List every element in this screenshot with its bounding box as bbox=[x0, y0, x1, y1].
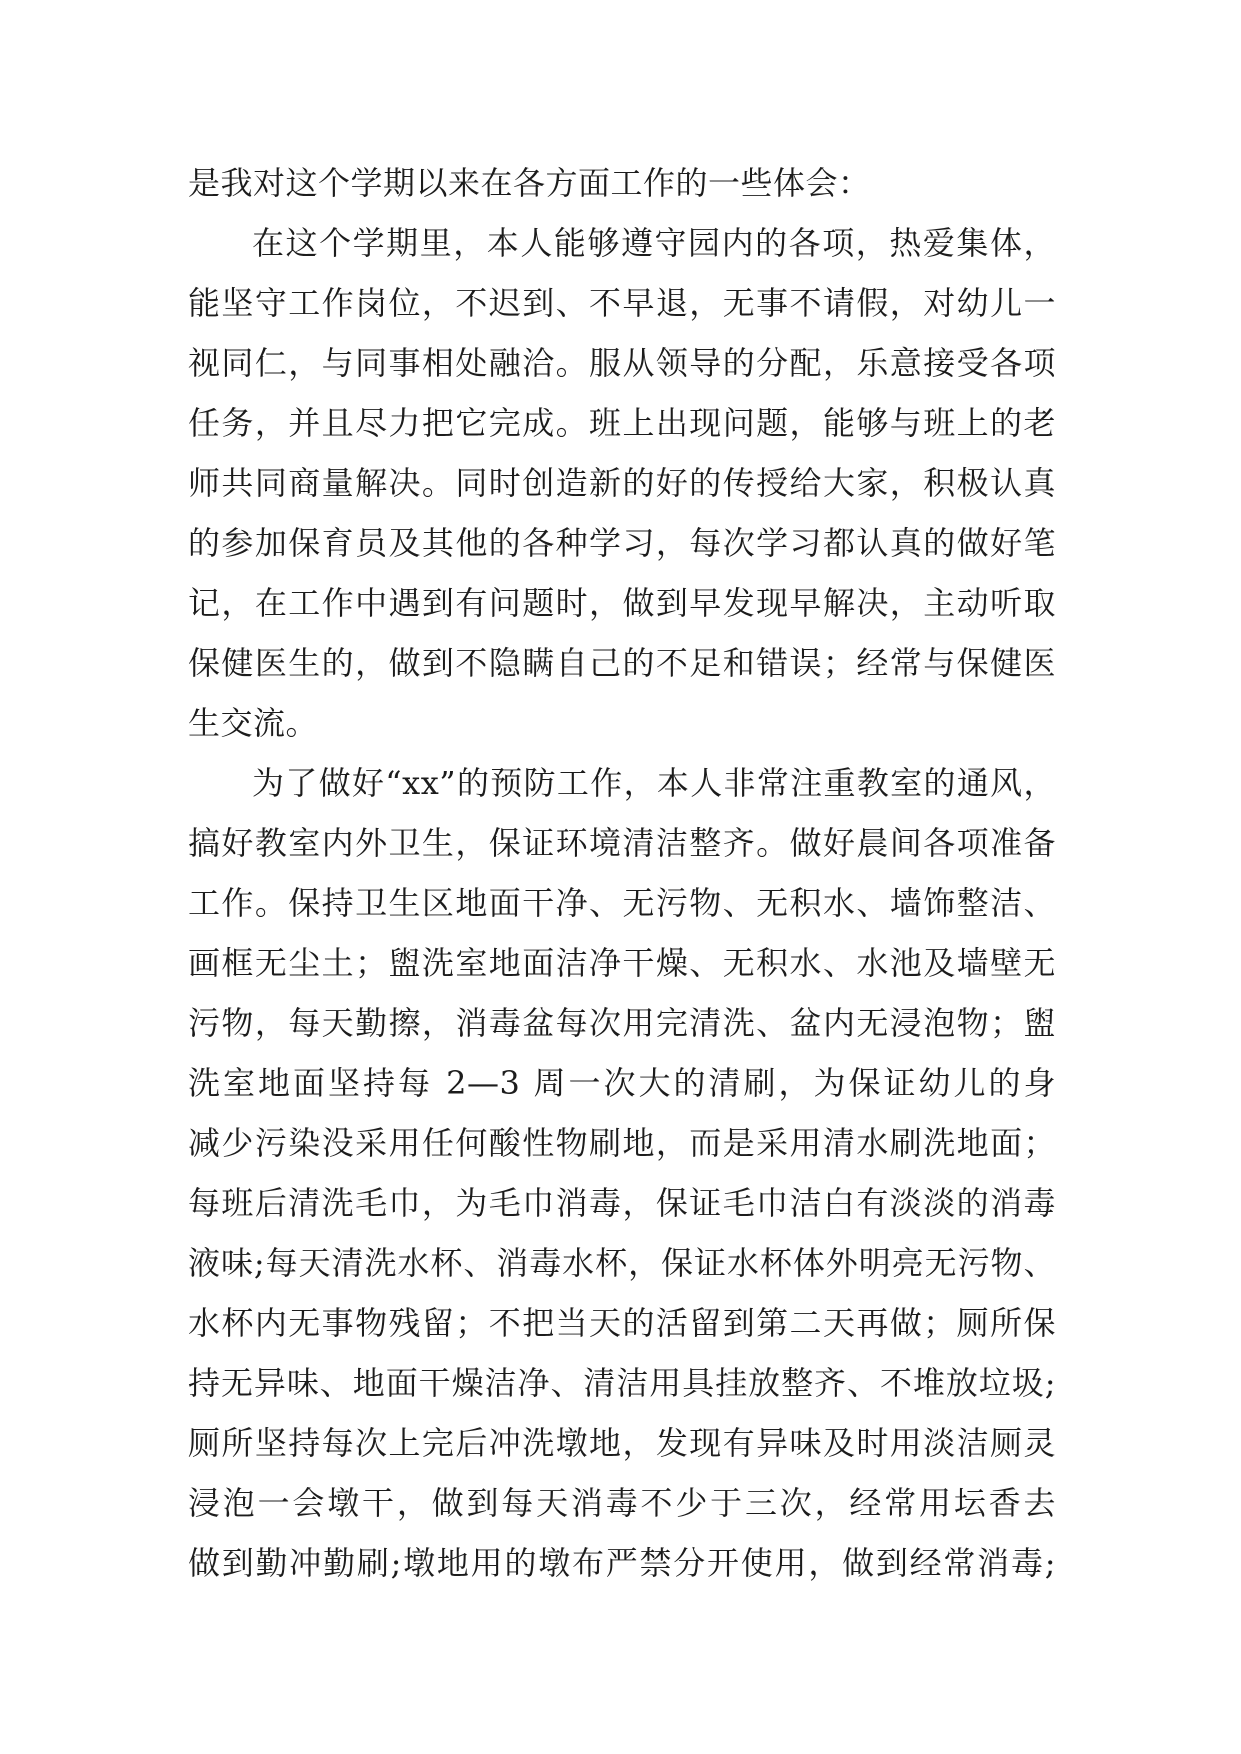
text-line: 减少污染没采用任何酸性物刷地，而是采用清水刷洗地面； bbox=[188, 1124, 1056, 1162]
text-line: 搞好教室内外卫生，保证环境清洁整齐。做好晨间各项准备 bbox=[188, 824, 1056, 862]
text-line: 持无异味、地面干燥洁净、清洁用具挂放整齐、不堆放垃圾; bbox=[188, 1364, 1056, 1402]
text-line: 是我对这个学期以来在各方面工作的一些体会： bbox=[188, 164, 871, 202]
text-line: 污物，每天勤擦，消毒盆每次用完清洗、盆内无浸泡物；盥 bbox=[188, 1004, 1056, 1042]
text-line: 生交流。 bbox=[188, 704, 319, 742]
text-line: 为了做好“xx”的预防工作，本人非常注重教室的通风， bbox=[252, 764, 1056, 802]
document-body bbox=[188, 153, 1056, 1593]
text-line: 任务，并且尽力把它完成。班上出现问题，能够与班上的老 bbox=[188, 404, 1056, 442]
paragraph-hygiene bbox=[188, 753, 1056, 1593]
text-line: 工作。保持卫生区地面干净、无污物、无积水、墙饰整洁、 bbox=[188, 884, 1056, 922]
text-line: 洗室地面坚持每 2—3 周一次大的清刷，为保证幼儿的身 bbox=[188, 1064, 1056, 1102]
text-line: 画框无尘土；盥洗室地面洁净干燥、无积水、水池及墙壁无 bbox=[188, 944, 1056, 982]
text-line: 做到勤冲勤刷;墩地用的墩布严禁分开使用，做到经常消毒; bbox=[188, 1544, 1056, 1582]
text-line: 液味;每天清洗水杯、消毒水杯，保证水杯体外明亮无污物、 bbox=[188, 1244, 1056, 1282]
paragraph-continued bbox=[188, 153, 1056, 213]
text-line: 能坚守工作岗位，不迟到、不早退，无事不请假，对幼儿一 bbox=[188, 284, 1056, 322]
text-line: 水杯内无事物残留；不把当天的活留到第二天再做；厕所保 bbox=[188, 1304, 1056, 1342]
text-line: 每班后清洗毛巾，为毛巾消毒，保证毛巾洁白有淡淡的消毒 bbox=[188, 1184, 1056, 1222]
text-line: 师共同商量解决。同时创造新的好的传授给大家，积极认真 bbox=[188, 464, 1056, 502]
text-line: 浸泡一会墩干，做到每天消毒不少于三次，经常用坛香去 bbox=[188, 1484, 1056, 1522]
text-line: 厕所坚持每次上完后冲洗墩地，发现有异味及时用淡洁厕灵 bbox=[188, 1424, 1056, 1462]
text-line: 记，在工作中遇到有问题时，做到早发现早解决，主动听取 bbox=[188, 584, 1056, 622]
text-line: 保健医生的，做到不隐瞒自己的不足和错误；经常与保健医 bbox=[188, 644, 1056, 682]
text-line: 视同仁，与同事相处融洽。服从领导的分配，乐意接受各项 bbox=[188, 344, 1056, 382]
text-line: 在这个学期里，本人能够遵守园内的各项，热爱集体， bbox=[252, 224, 1056, 262]
text-line: 的参加保育员及其他的各种学习，每次学习都认真的做好笔 bbox=[188, 524, 1056, 562]
paragraph-work-attitude bbox=[188, 213, 1056, 753]
